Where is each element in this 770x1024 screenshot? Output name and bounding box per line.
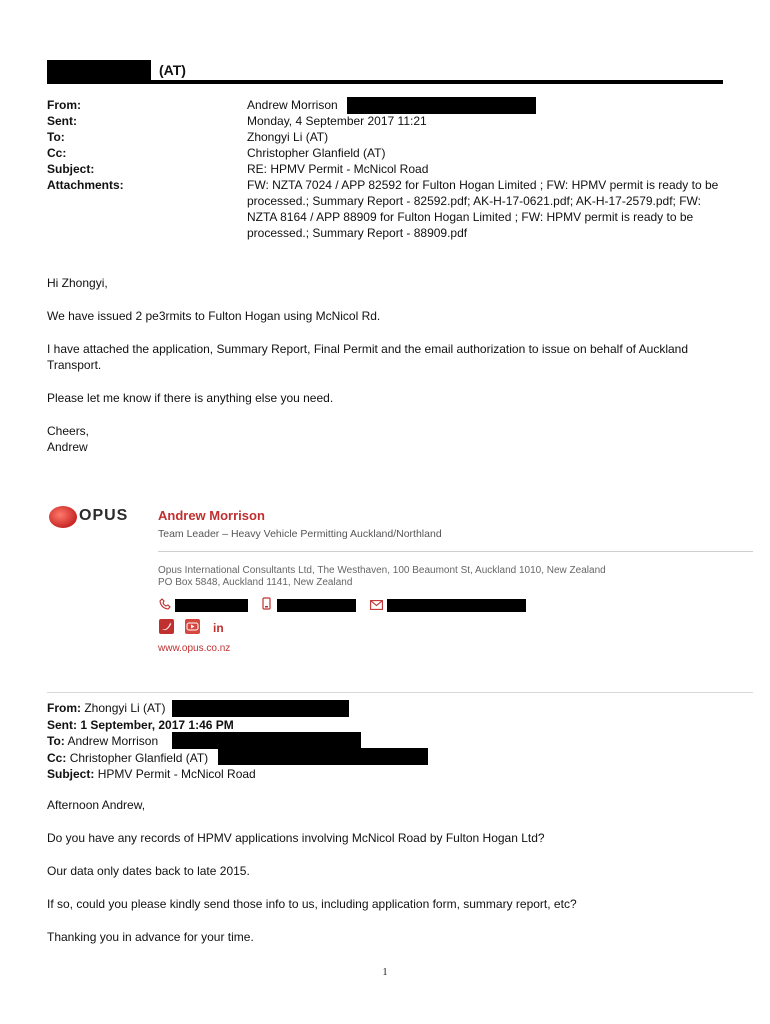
redaction-block <box>47 60 151 80</box>
fwd-from-value: Zhongyi Li (AT) <box>84 701 166 715</box>
fwd-sent-value: 1 September, 2017 1:46 PM <box>80 717 234 732</box>
fwd-subject-value: HPMV Permit - McNicol Road <box>97 767 256 781</box>
message-separator <box>47 692 753 693</box>
fwd-subject-label: Subject: <box>47 767 95 781</box>
fwd-to-value: Andrew Morrison <box>67 734 159 748</box>
fwd-cc-label: Cc: <box>47 750 67 765</box>
fwd-sent-row <box>47 717 256 734</box>
cc-value: Christopher Glanfield (AT) <box>247 146 386 160</box>
page-number: 1 <box>382 967 388 978</box>
fwd-paragraph: Thanking you in advance for your time. <box>47 930 254 944</box>
sent-label: Sent: <box>47 114 77 128</box>
reply-signoff-name: Andrew <box>47 440 88 454</box>
signature-title: Team Leader – Heavy Vehicle Permitting Auckland/Northland <box>158 528 442 540</box>
meta-subject-row <box>47 161 737 177</box>
message-meta <box>47 97 737 241</box>
fwd-paragraph: If so, could you please kindly send those info to us, including application form, summary report, etc? <box>47 897 577 911</box>
email-icon <box>370 600 383 614</box>
phone-icon <box>159 598 171 614</box>
redaction-block <box>277 599 356 612</box>
reply-paragraph: We have issued 2 pe3rmits to Fulton Hogan using McNicol Rd. <box>47 309 381 323</box>
redaction-block <box>218 748 428 765</box>
redaction-block <box>387 599 526 612</box>
meta-to-row <box>47 129 737 145</box>
to-label: To: <box>47 130 65 144</box>
reply-paragraph: I have attached the application, Summary Report, Final Permit and the email authorization to issue on behalf of Auckland Transport. <box>47 342 689 372</box>
redaction-block <box>175 599 248 612</box>
meta-cc-row <box>47 145 737 161</box>
reply-greeting: Hi Zhongyi, <box>47 276 108 290</box>
linkedin-icon-text: in <box>213 621 224 635</box>
sent-value: Monday, 4 September 2017 11:21 <box>247 114 427 128</box>
address-line: PO Box 5848, Auckland 1141, New Zealand <box>158 577 353 588</box>
twitter-icon[interactable] <box>159 619 174 634</box>
redaction-block <box>172 700 349 717</box>
fwd-greeting: Afternoon Andrew, <box>47 798 146 812</box>
fwd-to-label: To: <box>47 734 65 748</box>
fwd-cc-value: Christopher Glanfield (AT) <box>69 750 209 765</box>
opus-logo-text: OPUS <box>79 507 129 524</box>
fwd-sent-label: Sent: <box>47 717 77 732</box>
meta-attachments-row <box>47 177 737 241</box>
attachments-value[interactable]: FW: NZTA 7024 / APP 82592 for Fulton Hogan Limited ; FW: HPMV permit is ready to be processed.; Summary Report - 82592.pdf; AK-H-17-0621.pdf; AK-H-17-2579.pdf; FW: NZTA 8164 / APP 88909 for Fulton Hogan Limited ; FW: HPMV permit is ready to be processed.; Summary Report - 88909.pdf <box>247 178 719 240</box>
linkedin-icon[interactable] <box>213 619 231 634</box>
from-name: Andrew Morrison <box>247 98 338 112</box>
header-rule <box>47 80 723 84</box>
attachments-label: Attachments: <box>47 178 124 192</box>
fwd-paragraph: Our data only dates back to late 2015. <box>47 864 250 878</box>
signature-divider <box>158 551 753 552</box>
subject-label: Subject: <box>47 162 95 176</box>
sender-suffix: (AT) <box>159 62 186 78</box>
signature-name: Andrew Morrison <box>158 508 265 523</box>
fwd-from-label: From: <box>47 701 81 715</box>
signature-address <box>158 565 718 589</box>
reply-closing: Cheers, <box>47 424 90 438</box>
redaction-block <box>172 732 361 749</box>
subject-value: RE: HPMV Permit - McNicol Road <box>247 162 429 176</box>
website-link[interactable]: www.opus.co.nz <box>158 643 231 654</box>
reply-paragraph: Please let me know if there is anything else you need. <box>47 391 334 405</box>
meta-sent-row <box>47 113 737 129</box>
fwd-paragraph: Do you have any records of HPMV applications involving McNicol Road by Fulton Hogan Ltd? <box>47 831 545 845</box>
from-label: From: <box>47 98 81 112</box>
fwd-subject-row <box>47 766 256 783</box>
opus-logo <box>48 504 140 530</box>
address-line: Opus International Consultants Ltd, The Westhaven, 100 Beaumont St, Auckland 1010, New Zealand <box>158 565 606 576</box>
cc-label: Cc: <box>47 146 67 160</box>
youtube-icon[interactable] <box>185 619 200 634</box>
redaction-block <box>347 97 536 114</box>
mobile-icon <box>262 597 271 614</box>
to-value: Zhongyi Li (AT) <box>247 130 329 144</box>
